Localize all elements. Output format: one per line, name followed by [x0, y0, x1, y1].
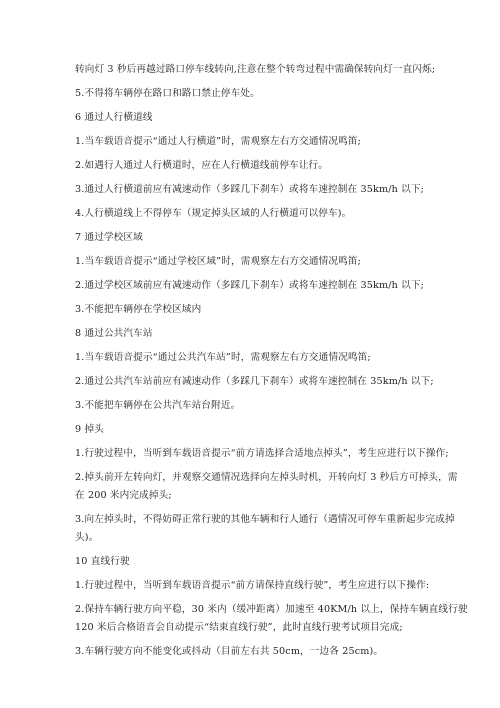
text-line: 在 200 米内完成掉头; [75, 490, 172, 501]
text-line: 3.不能把车辆停在公共汽车站台附近。 [75, 400, 241, 411]
text-line: 3.不能把车辆停在学校区域内 [75, 304, 202, 315]
text-line: 3.通过人行横道前应有减速动作（多踩几下刹车）或将车速控制在 35km/h 以下; [75, 184, 424, 195]
section-heading-10: 10 直线行驶 [75, 556, 130, 567]
text-line: 2.通过学校区域前应有减速动作（多踩几下刹车）或将车速控制在 35km/h 以下; [75, 280, 424, 291]
text-line: 120 米后合格语音会自动提示“结束直线行驶”，此时直线行驶考试项目完成; [75, 622, 403, 633]
text-line: 1.当车载语音提示“通过公共汽车站”时，需观察左右方交通情况鸣笛; [75, 352, 371, 363]
text-line: 3.车辆行驶方向不能变化或抖动（目前左右共 50cm，一边各 25cm)。 [75, 646, 384, 657]
section-heading-9: 9 掉头 [75, 424, 104, 435]
text-line: 4.人行横道线上不得停车（规定掉头区域的人行横道可以停车)。 [75, 208, 352, 219]
text-line: 2.通过公共汽车站前应有减速动作（多踩几下刹车）或将车速控制在 35km/h 以下; [75, 376, 434, 387]
section-heading-8: 8 通过公共汽车站 [75, 328, 153, 339]
text-line: 头)。 [75, 532, 99, 543]
text-line: 1.当车载语音提示“通过人行横道”时，需观察左右方交通情况鸣笛; [75, 136, 362, 147]
text-line: 1.行驶过程中，当听到车载语音提示“前方请保持直线行驶”，考生应进行以下操作: [75, 580, 430, 591]
text-line: 3.向左掉头时，不得妨碍正常行驶的其他车辆和行人通行（遇情况可停车重新起步完成掉 [75, 514, 455, 525]
section-heading-7: 7 通过学校区域 [75, 232, 143, 243]
text-line: 5.不得将车辆停在路口和路口禁止停车处。 [75, 88, 260, 99]
text-line: 1.行驶过程中，当听到车载语音提示“前方请选择合适地点掉头”，考生应进行以下操作; [75, 448, 449, 459]
section-heading-6: 6 通过人行横道线 [75, 112, 153, 123]
text-line: 1.当车载语音提示“通过学校区域”时，需观察左右方交通情况鸣笛; [75, 256, 362, 267]
text-line: 2.如遇行人通过人行横道时，应在人行横道线前停车让行。 [75, 160, 329, 171]
text-line: 2.掉头前开左转向灯，并观察交通情况选择向左掉头时机，开转向灯 3 秒后方可掉头，需 [75, 472, 458, 483]
text-line: 2.保持车辆行驶方向平稳，30 米内（缓冲距离）加速至 40KM/h 以上，保持车辆直线行驶 [75, 604, 468, 615]
text-line: 转向灯 3 秒后再越过路口停车线转向,注意在整个转弯过程中需确保转向灯一直闪烁; [75, 64, 436, 75]
